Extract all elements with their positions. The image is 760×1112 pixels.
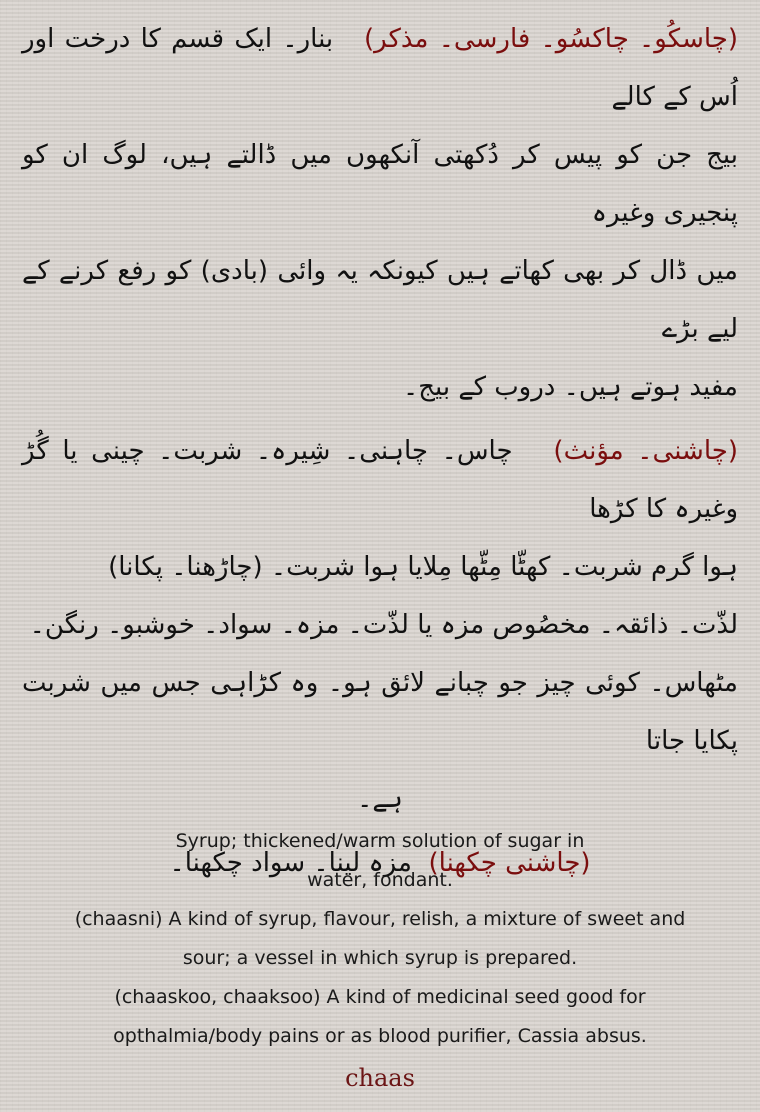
- definition-text: چاس۔ چاہنی۔ شِیرہ۔ شربت۔ چینی یا گُڑ وغیرہ کا کڑھا: [22, 436, 738, 524]
- definition-text: لذّت۔ ذائقہ۔ مخصُوص مزہ یا لذّت۔ مزہ۔ سواد۔ خوشبو۔ رنگن۔: [29, 610, 738, 640]
- headword: (چاشنی۔ مؤنث): [553, 436, 738, 466]
- translation-line: (chaaskoo, chaaksoo) A kind of medicinal seed good for: [114, 986, 646, 1008]
- translation-line: water, fondant.: [307, 869, 453, 891]
- headword: (چاشنی چکھنا): [428, 848, 591, 878]
- translation-line: opthalmia/body pains or as blood purifier, Cassia absus.: [113, 1025, 647, 1047]
- english-translation: [0, 822, 760, 1056]
- definition-text: مزہ لینا۔ سواد چکھنا۔: [169, 848, 412, 878]
- translation-line: sour; a vessel in which syrup is prepared.: [182, 947, 578, 969]
- definition-text: بنار۔ ایک قسم کا درخت اور اُس کے کالے: [22, 24, 738, 112]
- translation-line: (chaasni) A kind of syrup, flavour, relish, a mixture of sweet and: [74, 908, 686, 930]
- entry-line: [22, 10, 738, 126]
- definition-text: مفید ہوتے ہیں۔ دروب کے بیج۔: [402, 372, 738, 402]
- definition-text: ہے۔: [357, 784, 403, 814]
- definition-text: میں ڈال کر بھی کھاتے ہیں کیونکہ یہ وائی (بادی) کو رفع کرنے کے لیے بڑے: [22, 256, 738, 344]
- headword: (چاسکُو۔ چاکسُو۔ فارسی۔ مذکر): [363, 24, 739, 54]
- footer-headword: chaas: [345, 1064, 415, 1092]
- entry-line: [22, 422, 738, 538]
- definition-text: ہوا گرم شربت۔ کھٹّا مِٹّھا مِلایا ہوا شربت۔ (چاڑھنا۔ پکانا): [108, 552, 738, 582]
- entry-chaashni: [22, 422, 738, 828]
- entry-chaskoo: [22, 10, 738, 416]
- translation-line: Syrup; thickened/warm solution of sugar in: [175, 830, 585, 852]
- definition-text: بیج جن کو پیس کر دُکھتی آنکھوں میں ڈالتے ہیں، لوگ ان کو پنجیری وغیرہ: [22, 140, 738, 228]
- definition-text: مٹھاس۔ کوئی چیز جو چبانے لائق ہو۔ وہ کڑاہی جس میں شربت پکایا جاتا: [22, 668, 738, 756]
